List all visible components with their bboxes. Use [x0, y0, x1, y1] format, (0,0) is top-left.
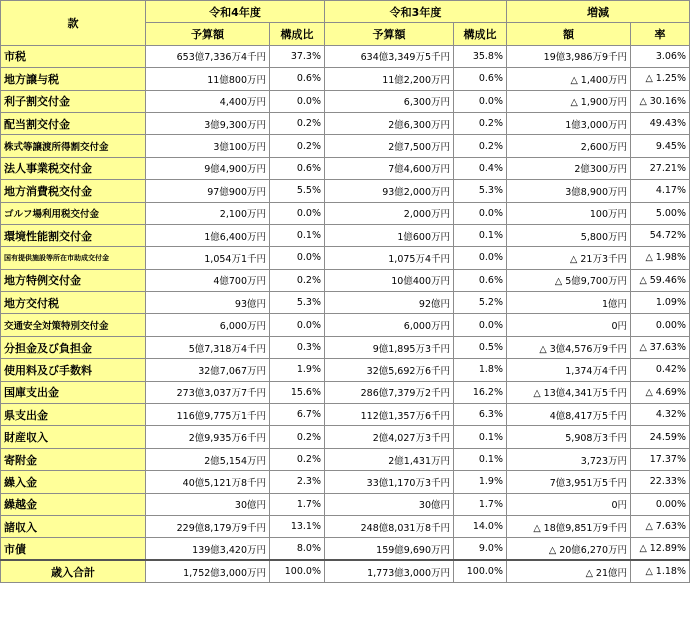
table-row: [1, 336, 690, 358]
r4-ratio-cell: 1.7%: [270, 493, 325, 515]
category-name-cell: 市債: [1, 538, 146, 560]
diff-amount-cell: 1,374万4千円: [507, 359, 631, 381]
table-row: [1, 180, 690, 202]
category-name-cell: 地方譲与税: [1, 68, 146, 90]
r4-budget-cell: 1億6,400万円: [146, 224, 270, 246]
r3-budget-cell: 2億1,431万円: [325, 448, 454, 470]
table-row: [1, 157, 690, 179]
r4-ratio-cell: 13.1%: [270, 515, 325, 537]
r3-ratio-cell: 1.8%: [454, 359, 507, 381]
r3-ratio-cell: 0.0%: [454, 90, 507, 112]
r3-ratio-cell: 5.2%: [454, 292, 507, 314]
table-row: [1, 381, 690, 403]
r4-ratio-cell: 2.3%: [270, 471, 325, 493]
diff-rate-cell: 0.42%: [631, 359, 690, 381]
table-row: [1, 202, 690, 224]
header-r3-budget: 予算額: [325, 23, 454, 45]
r4-budget-cell: 3億100万円: [146, 135, 270, 157]
header-r4-budget: 予算額: [146, 23, 270, 45]
r4-ratio-cell: 0.0%: [270, 314, 325, 336]
diff-amount-cell: 0円: [507, 314, 631, 336]
r3-budget-cell: 10億400万円: [325, 269, 454, 291]
category-name-cell: 繰越金: [1, 493, 146, 515]
diff-rate-cell: △ 59.46%: [631, 269, 690, 291]
r3-ratio-cell: 0.2%: [454, 135, 507, 157]
header-r4-ratio: 構成比: [270, 23, 325, 45]
r4-budget-cell: 97億900万円: [146, 180, 270, 202]
r4-budget-cell: 30億円: [146, 493, 270, 515]
r3-ratio-cell: 6.3%: [454, 404, 507, 426]
diff-rate-cell: 4.32%: [631, 404, 690, 426]
r3-budget-cell: 11億2,200万円: [325, 68, 454, 90]
r4-budget-cell: 273億3,037万7千円: [146, 381, 270, 403]
diff-amount-cell: △ 21億円: [507, 560, 631, 582]
diff-amount-cell: 0円: [507, 493, 631, 515]
r4-budget-cell: 93億円: [146, 292, 270, 314]
r4-budget-cell: 9億4,900万円: [146, 157, 270, 179]
r3-ratio-cell: 35.8%: [454, 45, 507, 67]
r3-ratio-cell: 0.6%: [454, 269, 507, 291]
r3-budget-cell: 286億7,379万2千円: [325, 381, 454, 403]
r3-ratio-cell: 1.7%: [454, 493, 507, 515]
r3-budget-cell: 92億円: [325, 292, 454, 314]
table-row: [1, 247, 690, 269]
r3-budget-cell: 2億4,027万3千円: [325, 426, 454, 448]
r4-budget-cell: 32億7,067万円: [146, 359, 270, 381]
table-body: [1, 1, 690, 583]
diff-rate-cell: 3.06%: [631, 45, 690, 67]
diff-amount-cell: 4億8,417万5千円: [507, 404, 631, 426]
diff-rate-cell: △ 12.89%: [631, 538, 690, 560]
table-row: [1, 292, 690, 314]
diff-amount-cell: 3億8,900万円: [507, 180, 631, 202]
r3-budget-cell: 6,000万円: [325, 314, 454, 336]
r4-ratio-cell: 0.2%: [270, 448, 325, 470]
r3-ratio-cell: 0.1%: [454, 448, 507, 470]
category-name-cell: 株式等譲渡所得割交付金: [1, 135, 146, 157]
header-diff-rate: 率: [631, 23, 690, 45]
r4-ratio-cell: 1.9%: [270, 359, 325, 381]
diff-amount-cell: △ 13億4,341万5千円: [507, 381, 631, 403]
diff-amount-cell: 100万円: [507, 202, 631, 224]
category-name-cell: 配当割交付金: [1, 112, 146, 134]
r3-ratio-cell: 1.9%: [454, 471, 507, 493]
r3-budget-cell: 6,300万円: [325, 90, 454, 112]
diff-amount-cell: 3,723万円: [507, 448, 631, 470]
r3-budget-cell: 112億1,357万6千円: [325, 404, 454, 426]
diff-amount-cell: 2,600万円: [507, 135, 631, 157]
r4-budget-cell: 1,752億3,000万円: [146, 560, 270, 582]
category-name-cell: 交通安全対策特別交付金: [1, 314, 146, 336]
diff-rate-cell: △ 37.63%: [631, 336, 690, 358]
header-row-top: [1, 1, 690, 23]
r3-budget-cell: 2億6,300万円: [325, 112, 454, 134]
table-row: [1, 68, 690, 90]
r3-ratio-cell: 0.0%: [454, 202, 507, 224]
table-row: [1, 471, 690, 493]
r3-ratio-cell: 0.0%: [454, 314, 507, 336]
r4-budget-cell: 653億7,336万4千円: [146, 45, 270, 67]
r3-budget-cell: 33億1,170万3千円: [325, 471, 454, 493]
r4-ratio-cell: 8.0%: [270, 538, 325, 560]
r3-ratio-cell: 0.0%: [454, 247, 507, 269]
diff-rate-cell: 24.59%: [631, 426, 690, 448]
table-row: [1, 112, 690, 134]
diff-rate-cell: 0.00%: [631, 314, 690, 336]
r3-budget-cell: 32億5,692万6千円: [325, 359, 454, 381]
diff-amount-cell: △ 3億4,576万9千円: [507, 336, 631, 358]
r4-ratio-cell: 0.2%: [270, 135, 325, 157]
category-name-cell: 分担金及び負担金: [1, 336, 146, 358]
r4-ratio-cell: 0.6%: [270, 68, 325, 90]
header-r3-ratio: 構成比: [454, 23, 507, 45]
r4-ratio-cell: 6.7%: [270, 404, 325, 426]
r4-budget-cell: 2億5,154万円: [146, 448, 270, 470]
diff-rate-cell: 54.72%: [631, 224, 690, 246]
r4-budget-cell: 1,054万1千円: [146, 247, 270, 269]
diff-amount-cell: △ 1,900万円: [507, 90, 631, 112]
table-row: [1, 269, 690, 291]
table-row: [1, 515, 690, 537]
r4-ratio-cell: 0.3%: [270, 336, 325, 358]
r3-budget-cell: 2億7,500万円: [325, 135, 454, 157]
r4-budget-cell: 11億800万円: [146, 68, 270, 90]
r3-budget-cell: 9億1,895万3千円: [325, 336, 454, 358]
diff-amount-cell: △ 21万3千円: [507, 247, 631, 269]
r3-budget-cell: 1億600万円: [325, 224, 454, 246]
diff-rate-cell: △ 4.69%: [631, 381, 690, 403]
r4-budget-cell: 3億9,300万円: [146, 112, 270, 134]
diff-rate-cell: 22.33%: [631, 471, 690, 493]
r4-ratio-cell: 0.2%: [270, 269, 325, 291]
r3-budget-cell: 634億3,349万5千円: [325, 45, 454, 67]
r4-ratio-cell: 0.6%: [270, 157, 325, 179]
r4-budget-cell: 5億7,318万4千円: [146, 336, 270, 358]
diff-amount-cell: △ 18億9,851万9千円: [507, 515, 631, 537]
r3-ratio-cell: 0.2%: [454, 112, 507, 134]
category-name-cell: 利子割交付金: [1, 90, 146, 112]
r3-budget-cell: 1,075万4千円: [325, 247, 454, 269]
diff-rate-cell: △ 7.63%: [631, 515, 690, 537]
diff-rate-cell: 27.21%: [631, 157, 690, 179]
r3-ratio-cell: 9.0%: [454, 538, 507, 560]
table-row: [1, 224, 690, 246]
r3-ratio-cell: 14.0%: [454, 515, 507, 537]
r4-budget-cell: 229億8,179万9千円: [146, 515, 270, 537]
r4-ratio-cell: 0.2%: [270, 426, 325, 448]
table-row: [1, 45, 690, 67]
r4-budget-cell: 6,000万円: [146, 314, 270, 336]
diff-amount-cell: △ 1,400万円: [507, 68, 631, 90]
header-diff-amount: 額: [507, 23, 631, 45]
table-row: [1, 538, 690, 560]
r4-ratio-cell: 37.3%: [270, 45, 325, 67]
diff-rate-cell: △ 30.16%: [631, 90, 690, 112]
category-name-cell: 財産収入: [1, 426, 146, 448]
category-name-cell: 諸収入: [1, 515, 146, 537]
category-name-cell: 地方交付税: [1, 292, 146, 314]
diff-amount-cell: 7億3,951万5千円: [507, 471, 631, 493]
r3-budget-cell: 93億2,000万円: [325, 180, 454, 202]
r3-ratio-cell: 0.5%: [454, 336, 507, 358]
total-row: [1, 560, 690, 582]
category-name-cell: ゴルフ場利用税交付金: [1, 202, 146, 224]
r3-budget-cell: 159億9,690万円: [325, 538, 454, 560]
r3-budget-cell: 2,000万円: [325, 202, 454, 224]
r3-budget-cell: 248億8,031万8千円: [325, 515, 454, 537]
table-row: [1, 493, 690, 515]
category-name-cell: 国有提供施設等所在市助成交付金: [1, 247, 146, 269]
diff-amount-cell: 5,800万円: [507, 224, 631, 246]
diff-amount-cell: 1億円: [507, 292, 631, 314]
r3-ratio-cell: 0.4%: [454, 157, 507, 179]
diff-amount-cell: 5,908万3千円: [507, 426, 631, 448]
diff-rate-cell: 1.09%: [631, 292, 690, 314]
diff-rate-cell: 4.17%: [631, 180, 690, 202]
r3-budget-cell: 30億円: [325, 493, 454, 515]
r3-ratio-cell: 0.6%: [454, 68, 507, 90]
r4-budget-cell: 40億5,121万8千円: [146, 471, 270, 493]
r3-budget-cell: 1,773億3,000万円: [325, 560, 454, 582]
table-row: [1, 314, 690, 336]
header-category: 款: [1, 1, 146, 46]
diff-rate-cell: △ 1.98%: [631, 247, 690, 269]
r3-ratio-cell: 100.0%: [454, 560, 507, 582]
r4-budget-cell: 116億9,775万1千円: [146, 404, 270, 426]
category-name-cell: 地方特例交付金: [1, 269, 146, 291]
r4-budget-cell: 139億3,420万円: [146, 538, 270, 560]
category-name-cell: 歳入合計: [1, 560, 146, 582]
r4-budget-cell: 2億9,935万6千円: [146, 426, 270, 448]
r3-ratio-cell: 0.1%: [454, 426, 507, 448]
category-name-cell: 環境性能割交付金: [1, 224, 146, 246]
table-row: [1, 404, 690, 426]
r4-budget-cell: 4億700万円: [146, 269, 270, 291]
r4-ratio-cell: 5.5%: [270, 180, 325, 202]
diff-rate-cell: 17.37%: [631, 448, 690, 470]
diff-amount-cell: △ 5億9,700万円: [507, 269, 631, 291]
diff-rate-cell: 9.45%: [631, 135, 690, 157]
category-name-cell: 寄附金: [1, 448, 146, 470]
table-row: [1, 135, 690, 157]
table-row: [1, 359, 690, 381]
r4-ratio-cell: 100.0%: [270, 560, 325, 582]
r4-budget-cell: 2,100万円: [146, 202, 270, 224]
category-name-cell: 県支出金: [1, 404, 146, 426]
r4-ratio-cell: 0.1%: [270, 224, 325, 246]
table-row: [1, 90, 690, 112]
diff-rate-cell: 49.43%: [631, 112, 690, 134]
r4-budget-cell: 4,400万円: [146, 90, 270, 112]
diff-rate-cell: △ 1.18%: [631, 560, 690, 582]
header-r4: 令和4年度: [146, 1, 325, 23]
category-name-cell: 市税: [1, 45, 146, 67]
diff-rate-cell: 5.00%: [631, 202, 690, 224]
r4-ratio-cell: 0.0%: [270, 90, 325, 112]
r4-ratio-cell: 0.0%: [270, 247, 325, 269]
diff-amount-cell: 2億300万円: [507, 157, 631, 179]
r3-ratio-cell: 5.3%: [454, 180, 507, 202]
category-name-cell: 法人事業税交付金: [1, 157, 146, 179]
r3-ratio-cell: 16.2%: [454, 381, 507, 403]
category-name-cell: 地方消費税交付金: [1, 180, 146, 202]
header-diff: 増減: [507, 1, 690, 23]
table-row: [1, 426, 690, 448]
r3-ratio-cell: 0.1%: [454, 224, 507, 246]
diff-rate-cell: 0.00%: [631, 493, 690, 515]
r4-ratio-cell: 0.0%: [270, 202, 325, 224]
diff-amount-cell: △ 20億6,270万円: [507, 538, 631, 560]
r4-ratio-cell: 0.2%: [270, 112, 325, 134]
r3-budget-cell: 7億4,600万円: [325, 157, 454, 179]
header-r3: 令和3年度: [325, 1, 507, 23]
diff-rate-cell: △ 1.25%: [631, 68, 690, 90]
r4-ratio-cell: 15.6%: [270, 381, 325, 403]
diff-amount-cell: 1億3,000万円: [507, 112, 631, 134]
r4-ratio-cell: 5.3%: [270, 292, 325, 314]
category-name-cell: 繰入金: [1, 471, 146, 493]
category-name-cell: 国庫支出金: [1, 381, 146, 403]
category-name-cell: 使用料及び手数料: [1, 359, 146, 381]
table-row: [1, 448, 690, 470]
diff-amount-cell: 19億3,986万9千円: [507, 45, 631, 67]
